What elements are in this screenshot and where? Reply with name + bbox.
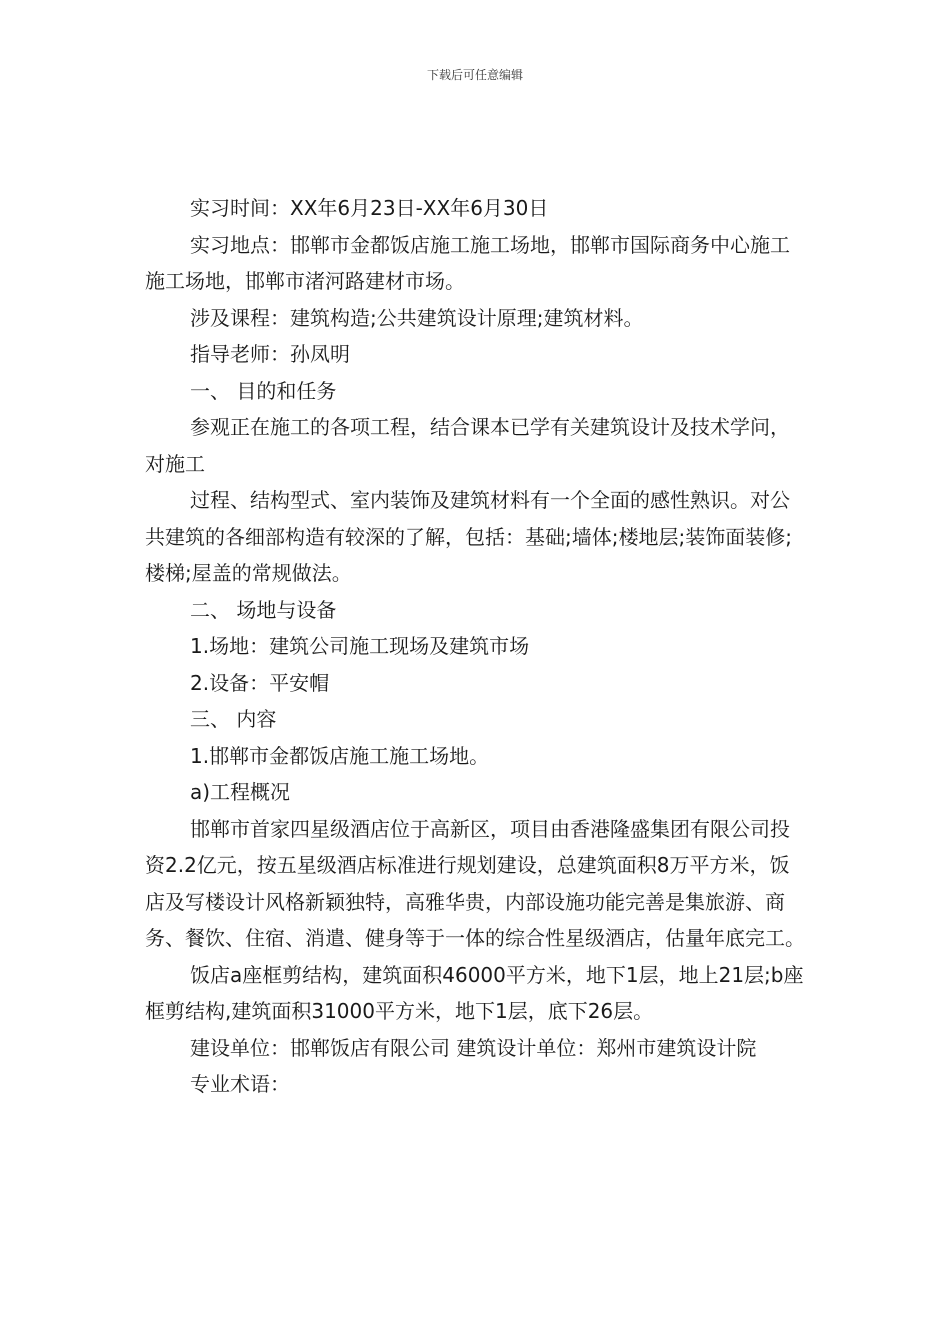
subsection-heading-hotel-site: 1.邯郸市金都饭店施工施工场地。 [190,743,490,768]
paragraph-internship-time: 实习时间：XX年6月23日-XX年6月30日 [190,196,549,220]
section-heading-content: 三、 内容 [190,707,277,731]
document-body [145,190,805,1103]
paragraph-courses: 涉及课程：建筑构造;公共建筑设计原理;建筑材料。 [190,305,644,330]
paragraph-instructor: 指导老师：孙凤明 [190,342,350,366]
page-header: 下载后可任意编辑 [426,68,523,82]
section-heading-site-equipment: 二、 场地与设备 [190,597,337,622]
paragraph-purpose-2: 过程、结构型式、室内装饰及建筑材料有一个全面的感性熟识。对公共建筑的各细部构造有较深的了解，包括：基础;墙体;楼地层;装饰面装修;楼梯;屋盖的常规做法。 [145,488,792,585]
list-item-site: 1.场地：建筑公司施工现场及建筑市场 [190,634,530,658]
paragraph-terms: 专业术语： [190,1072,290,1096]
paragraph-purpose-1: 参观正在施工的各项工程，结合课本已学有关建筑设计及技术学问，对施工 [145,415,790,476]
paragraph-structure: 饭店a座框剪结构，建筑面积46000平方米，地下1层，地上21层;b座框剪结构,建筑面积31000平方米，地下1层，底下26层。 [145,962,804,1023]
paragraph-units: 建设单位：邯郸饭店有限公司 建筑设计单位：郑州市建筑设计院 [190,1035,757,1060]
subsection-heading-overview: a)工程概况 [190,780,291,804]
list-item-equipment: 2.设备：平安帽 [190,670,330,695]
paragraph-project-overview: 邯郸市首家四星级酒店位于高新区，项目由香港隆盛集团有限公司投资2.2亿元，按五星级酒店标准进行规划建设，总建筑面积8万平方米，饭店及写楼设计风格新颖独特，高雅华贵，内部设施功能完善是集旅游、商务、餐饮、住宿、消遣、健身等于一体的综合性星级酒店，估量年底完工。 [145,816,805,950]
section-heading-purpose: 一、 目的和任务 [190,378,337,403]
paragraph-internship-location: 实习地点：邯郸市金都饭店施工施工场地，邯郸市国际商务中心施工施工场地，邯郸市渚河路建材市场。 [145,232,790,293]
